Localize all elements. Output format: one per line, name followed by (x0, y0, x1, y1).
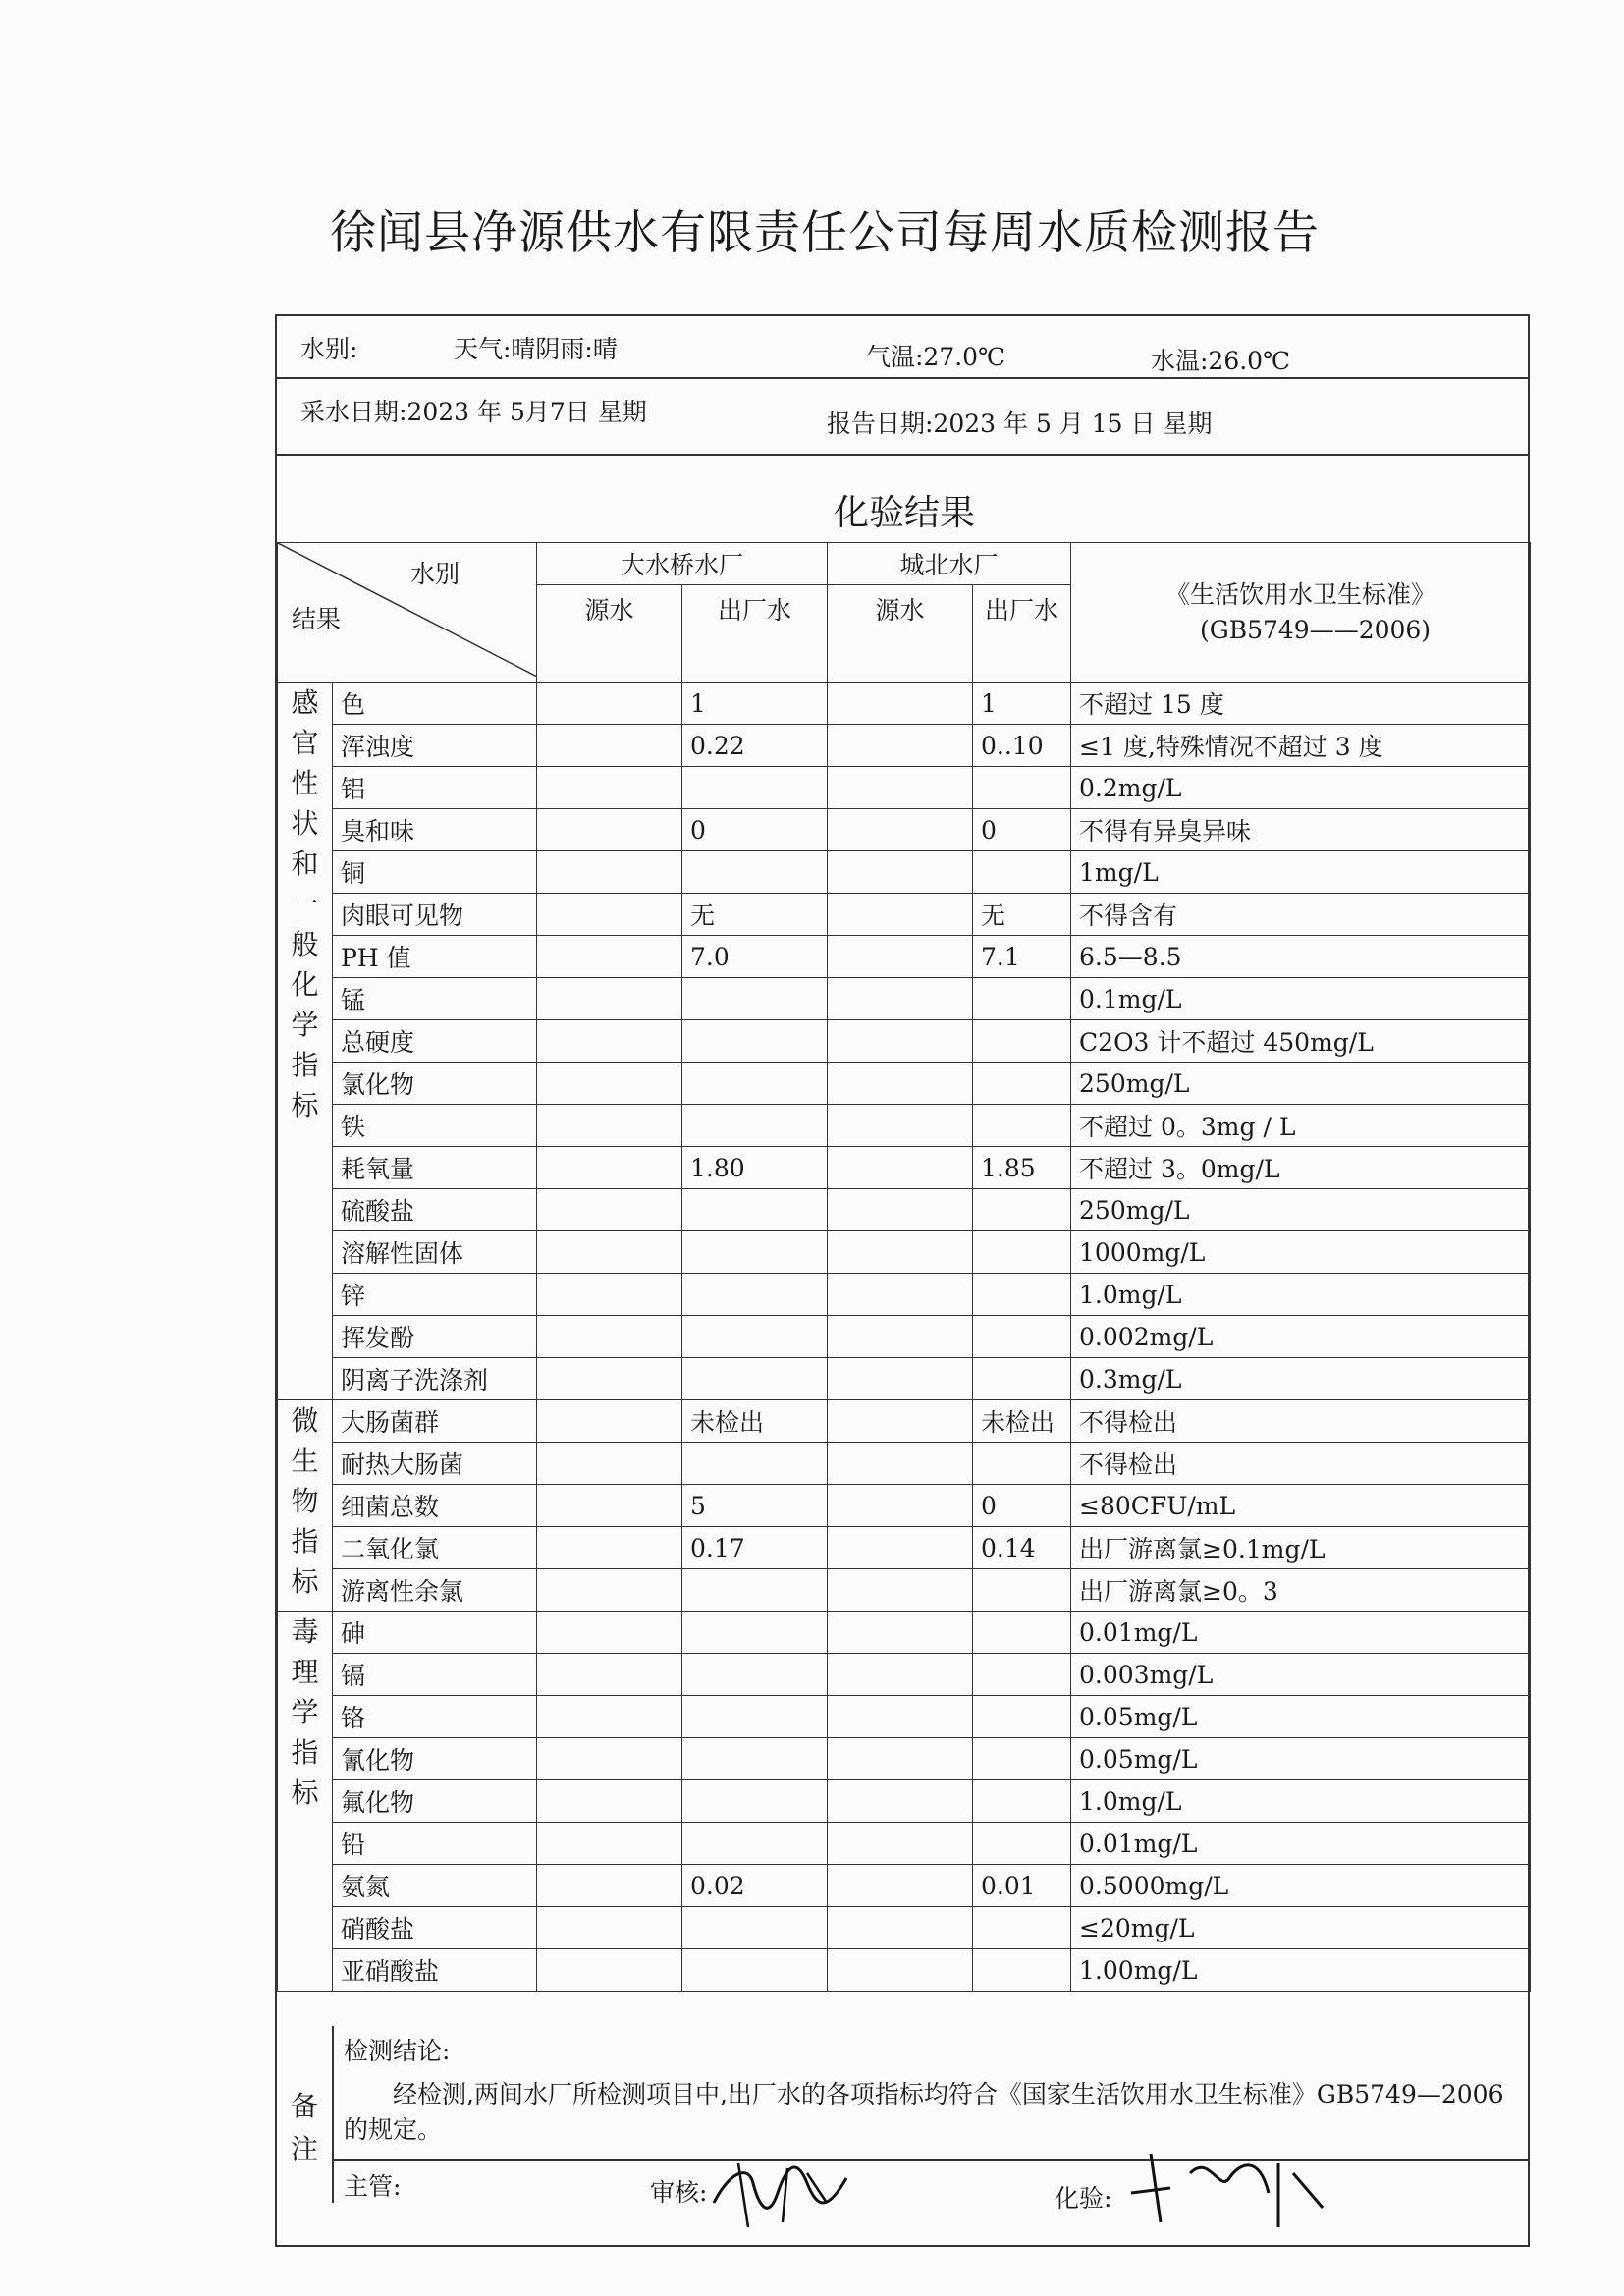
item-name: 氯化物 (333, 1063, 537, 1105)
standard-value: 6.5—8.5 (1071, 936, 1531, 978)
remarks-section (277, 2026, 1532, 2247)
standard-value: 不超过 0。3mg / L (1071, 1105, 1531, 1147)
plant-1-outlet-header: 出厂水 (682, 585, 828, 683)
plant-2-source (828, 1907, 973, 1949)
plant-1-source (537, 809, 682, 851)
item-name: 游离性余氯 (333, 1569, 537, 1612)
plant-2-source (828, 809, 973, 851)
standard-value: 0.003mg/L (1071, 1654, 1531, 1696)
standard-value: 出厂游离氯≥0.1mg/L (1071, 1527, 1531, 1569)
table-row (278, 1865, 1531, 1907)
plant-2-outlet: 0.01 (973, 1865, 1071, 1907)
header-divider (277, 454, 1530, 456)
plant-2-outlet: 1.85 (973, 1147, 1071, 1189)
plant-1-outlet (682, 1063, 828, 1105)
plant-1-source (537, 1358, 682, 1400)
plant-1-outlet (682, 1654, 828, 1696)
plant-2-outlet (973, 1612, 1071, 1654)
plant-2-source (828, 1400, 973, 1443)
remarks-label (277, 2085, 332, 2171)
item-name: 铝 (333, 767, 537, 809)
plant-1-outlet (682, 1907, 828, 1949)
standard-value: 1.00mg/L (1071, 1949, 1531, 1992)
corner-cell (278, 543, 537, 683)
table-row (278, 1527, 1531, 1569)
item-name: 挥发酚 (333, 1316, 537, 1358)
standard-value: 1.0mg/L (1071, 1274, 1531, 1316)
plant-2-outlet (973, 1189, 1071, 1231)
plant-2-source (828, 978, 973, 1020)
standard-title: 《生活饮用水卫生标准》 (1165, 579, 1436, 609)
plant-2-outlet (973, 1654, 1071, 1696)
plant-1-source (537, 1907, 682, 1949)
table-row (278, 683, 1531, 725)
standard-value: ≤80CFU/mL (1071, 1485, 1531, 1527)
plant-2-source (828, 1147, 973, 1189)
table-row (278, 1231, 1531, 1274)
plant-2-source (828, 1020, 973, 1063)
table-row (278, 1612, 1531, 1654)
item-name: 硫酸盐 (333, 1189, 537, 1231)
table-row (278, 1316, 1531, 1358)
plant-1-outlet (682, 1358, 828, 1400)
plant-2-outlet (973, 1780, 1071, 1823)
item-name: 硝酸盐 (333, 1907, 537, 1949)
plant-2-source (828, 1274, 973, 1316)
item-name: 溶解性固体 (333, 1231, 537, 1274)
plant-1-outlet (682, 1949, 828, 1992)
item-name: 大肠菌群 (333, 1400, 537, 1443)
plant-2-source (828, 1316, 973, 1358)
plant-1-source (537, 1147, 682, 1189)
plant-1-outlet (682, 1274, 828, 1316)
table-row (278, 1063, 1531, 1105)
item-name: 铬 (333, 1696, 537, 1738)
plant-2-source (828, 851, 973, 894)
reviewer-signature (709, 2144, 856, 2232)
item-name: 锌 (333, 1274, 537, 1316)
plant-2-source (828, 1823, 973, 1865)
report-title: 徐闻县净源供水有限责任公司每周水质检测报告 (330, 206, 1320, 260)
plant-2-source-header: 源水 (828, 585, 973, 683)
table-row (278, 1780, 1531, 1823)
air-temperature: 气温:27.0℃ (866, 343, 1006, 371)
item-name: 二氧化氯 (333, 1527, 537, 1569)
table-row (278, 1147, 1531, 1189)
plant-1-outlet (682, 1738, 828, 1780)
standard-value: 0.2mg/L (1071, 767, 1531, 809)
plant-1-source (537, 1612, 682, 1654)
plant-2-outlet: 0..10 (973, 725, 1071, 767)
item-name: 氟化物 (333, 1780, 537, 1823)
table-row (278, 1823, 1531, 1865)
standard-value: 250mg/L (1071, 1063, 1531, 1105)
plant-1-outlet (682, 1780, 828, 1823)
plant-1-outlet (682, 978, 828, 1020)
plant-1-source (537, 1696, 682, 1738)
plant-1-source (537, 1738, 682, 1780)
standard-value: 0.1mg/L (1071, 978, 1531, 1020)
item-name: 铜 (333, 851, 537, 894)
table-row (278, 1654, 1531, 1696)
plant-2-source (828, 725, 973, 767)
plant-1-source (537, 1189, 682, 1231)
plant-1-outlet (682, 1231, 828, 1274)
plant-2-outlet (973, 1063, 1071, 1105)
item-name: PH 值 (333, 936, 537, 978)
plant-1-source (537, 1400, 682, 1443)
plant-2-outlet: 7.1 (973, 936, 1071, 978)
plant-1-source (537, 725, 682, 767)
weather-field: 天气:晴阴雨:晴 (454, 335, 618, 363)
plant-1-outlet (682, 1569, 828, 1612)
plant-2-outlet (973, 978, 1071, 1020)
standard-value: 不超过 15 度 (1071, 683, 1531, 725)
table-row (278, 1569, 1531, 1612)
plant-1-source (537, 978, 682, 1020)
item-name: 浑浊度 (333, 725, 537, 767)
standard-value: 不得检出 (1071, 1443, 1531, 1485)
plant-1-outlet: 0.17 (682, 1527, 828, 1569)
standard-value: 不得检出 (1071, 1400, 1531, 1443)
plant-1-source (537, 1443, 682, 1485)
table-row (278, 1443, 1531, 1485)
table-row (278, 894, 1531, 936)
category-micro: 微生物指标 (278, 1400, 333, 1612)
plant-2-source (828, 1105, 973, 1147)
water-type-label: 水别: (300, 335, 358, 363)
tester-signature (1131, 2134, 1327, 2232)
plant-2-source (828, 1654, 973, 1696)
plant-1-source-header: 源水 (537, 585, 682, 683)
plant-2-header: 城北水厂 (828, 543, 1071, 585)
plant-1-outlet: 7.0 (682, 936, 828, 978)
item-name: 铁 (333, 1105, 537, 1147)
plant-2-outlet: 0 (973, 809, 1071, 851)
plant-1-outlet: 未检出 (682, 1400, 828, 1443)
plant-1-source (537, 1569, 682, 1612)
water-temperature: 水温:26.0℃ (1151, 347, 1291, 375)
table-row (278, 1358, 1531, 1400)
plant-1-source (537, 851, 682, 894)
plant-1-outlet: 0.02 (682, 1865, 828, 1907)
conclusion-text: 经检测,两间水厂所检测项目中,出厂水的各项指标均符合《国家生活饮用水卫生标准》GB5749—2006 的规定。 (344, 2080, 1504, 2144)
standard-value: 不超过 3。0mg/L (1071, 1147, 1531, 1189)
item-name: 铅 (333, 1823, 537, 1865)
header-divider (277, 377, 1530, 379)
plant-1-outlet (682, 1443, 828, 1485)
plant-2-outlet (973, 1105, 1071, 1147)
table-row (278, 1907, 1531, 1949)
plant-1-source (537, 1274, 682, 1316)
result-rows (278, 683, 1531, 1992)
table-row (278, 1696, 1531, 1738)
plant-2-outlet (973, 1443, 1071, 1485)
plant-2-source (828, 894, 973, 936)
plant-2-source (828, 1865, 973, 1907)
reviewer-label: 审核: (650, 2178, 708, 2207)
plant-1-source (537, 1231, 682, 1274)
plant-1-source (537, 1823, 682, 1865)
plant-2-source (828, 767, 973, 809)
plant-2-outlet (973, 1569, 1071, 1612)
corner-result-label: 结果 (292, 605, 342, 633)
item-name: 色 (333, 683, 537, 725)
item-name: 肉眼可见物 (333, 894, 537, 936)
table-row (278, 809, 1531, 851)
plant-1-outlet: 1.80 (682, 1147, 828, 1189)
item-name: 耗氧量 (333, 1147, 537, 1189)
plant-1-outlet: 无 (682, 894, 828, 936)
plant-2-source (828, 1231, 973, 1274)
table-row (278, 1274, 1531, 1316)
plant-2-outlet (973, 767, 1071, 809)
standard-value: 0.5000mg/L (1071, 1865, 1531, 1907)
standard-header (1071, 543, 1531, 683)
plant-1-outlet (682, 1189, 828, 1231)
plant-2-outlet (973, 1907, 1071, 1949)
plant-2-outlet (973, 1738, 1071, 1780)
plant-1-source (537, 767, 682, 809)
section-title: 化验结果 (833, 493, 975, 533)
plant-1-source (537, 1949, 682, 1992)
plant-1-outlet (682, 767, 828, 809)
plant-2-source (828, 1358, 973, 1400)
standard-value: 不得含有 (1071, 894, 1531, 936)
standard-value: 出厂游离氯≥0。3 (1071, 1569, 1531, 1612)
item-name: 镉 (333, 1654, 537, 1696)
remarks-char: 注 (290, 2133, 318, 2165)
plant-1-source (537, 1865, 682, 1907)
item-name: 细菌总数 (333, 1485, 537, 1527)
plant-1-source (537, 1063, 682, 1105)
report-form (275, 314, 1530, 2247)
standard-value: 1.0mg/L (1071, 1780, 1531, 1823)
plant-1-source (537, 894, 682, 936)
table-header-row (278, 543, 1531, 585)
plant-2-source (828, 1738, 973, 1780)
item-name: 耐热大肠菌 (333, 1443, 537, 1485)
item-name: 总硬度 (333, 1020, 537, 1063)
table-row (278, 978, 1531, 1020)
plant-1-source (537, 1780, 682, 1823)
plant-2-source (828, 1569, 973, 1612)
plant-2-source (828, 1696, 973, 1738)
conclusion-label: 检测结论: (344, 2037, 451, 2065)
plant-2-outlet: 1 (973, 683, 1071, 725)
plant-1-outlet: 1 (682, 683, 828, 725)
standard-code: (GB5749——2006) (1199, 615, 1432, 644)
plant-1-source (537, 1485, 682, 1527)
plant-2-outlet (973, 1949, 1071, 1992)
table-row (278, 1105, 1531, 1147)
plant-2-outlet-header: 出厂水 (973, 585, 1071, 683)
table-row (278, 851, 1531, 894)
plant-2-outlet (973, 1358, 1071, 1400)
remarks-divider (332, 2026, 334, 2203)
plant-2-outlet (973, 1696, 1071, 1738)
plant-1-source (537, 1654, 682, 1696)
plant-2-source (828, 1189, 973, 1231)
results-table (277, 542, 1531, 1992)
remarks-char: 备 (290, 2090, 318, 2122)
plant-1-header: 大水桥水厂 (537, 543, 828, 585)
plant-1-source (537, 936, 682, 978)
table-row (278, 1949, 1531, 1992)
plant-1-outlet (682, 851, 828, 894)
item-name: 锰 (333, 978, 537, 1020)
plant-2-outlet (973, 1231, 1071, 1274)
table-row (278, 1738, 1531, 1780)
standard-value: C2O3 计不超过 450mg/L (1071, 1020, 1531, 1063)
standard-value: 0.3mg/L (1071, 1358, 1531, 1400)
plant-2-source (828, 683, 973, 725)
table-row (278, 1189, 1531, 1231)
standard-value: ≤20mg/L (1071, 1907, 1531, 1949)
plant-2-source (828, 1612, 973, 1654)
plant-2-outlet: 未检出 (973, 1400, 1071, 1443)
standard-value: 1mg/L (1071, 851, 1531, 894)
plant-1-outlet: 0 (682, 809, 828, 851)
report-date: 报告日期:2023 年 5 月 15 日 星期 (827, 410, 1213, 438)
category-sensory: 感官性状和一般化学指标 (278, 683, 333, 1400)
table-row (278, 1400, 1531, 1443)
plant-2-outlet: 0.14 (973, 1527, 1071, 1569)
standard-value: 0.05mg/L (1071, 1738, 1531, 1780)
plant-2-outlet: 0 (973, 1485, 1071, 1527)
table-row (278, 936, 1531, 978)
sample-date: 采水日期:2023 年 5月7日 星期 (300, 398, 647, 426)
plant-1-outlet (682, 1612, 828, 1654)
standard-value: 0.01mg/L (1071, 1612, 1531, 1654)
plant-1-outlet (682, 1105, 828, 1147)
plant-2-source (828, 1780, 973, 1823)
plant-2-outlet (973, 1316, 1071, 1358)
corner-water-label: 水别 (409, 560, 460, 588)
supervisor-label: 主管: (344, 2172, 402, 2201)
plant-2-outlet (973, 1823, 1071, 1865)
plant-1-source (537, 1105, 682, 1147)
plant-1-outlet (682, 1696, 828, 1738)
plant-2-source (828, 1443, 973, 1485)
plant-2-source (828, 1063, 973, 1105)
plant-1-outlet (682, 1020, 828, 1063)
standard-value: 0.05mg/L (1071, 1696, 1531, 1738)
item-name: 氨氮 (333, 1865, 537, 1907)
table-row (278, 725, 1531, 767)
plant-1-source (537, 683, 682, 725)
plant-2-outlet: 无 (973, 894, 1071, 936)
table-row (278, 1020, 1531, 1063)
plant-2-source (828, 1485, 973, 1527)
plant-1-outlet: 0.22 (682, 725, 828, 767)
standard-value: 不得有异臭异味 (1071, 809, 1531, 851)
table-row (278, 767, 1531, 809)
plant-2-outlet (973, 1274, 1071, 1316)
plant-1-outlet: 5 (682, 1485, 828, 1527)
standard-value: 1000mg/L (1071, 1231, 1531, 1274)
plant-1-source (537, 1527, 682, 1569)
plant-2-outlet (973, 851, 1071, 894)
plant-2-source (828, 1949, 973, 1992)
plant-1-outlet (682, 1823, 828, 1865)
item-name: 砷 (333, 1612, 537, 1654)
standard-value: ≤1 度,特殊情况不超过 3 度 (1071, 725, 1531, 767)
plant-2-source (828, 1527, 973, 1569)
plant-1-source (537, 1020, 682, 1063)
standard-value: 0.002mg/L (1071, 1316, 1531, 1358)
category-toxic: 毒理学指标 (278, 1612, 333, 1992)
plant-1-source (537, 1316, 682, 1358)
item-name: 亚硝酸盐 (333, 1949, 537, 1992)
standard-value: 0.01mg/L (1071, 1823, 1531, 1865)
plant-2-outlet (973, 1020, 1071, 1063)
plant-2-source (828, 936, 973, 978)
item-name: 阴离子洗涤剂 (333, 1358, 537, 1400)
tester-label: 化验: (1055, 2184, 1112, 2213)
table-row (278, 1485, 1531, 1527)
plant-1-outlet (682, 1316, 828, 1358)
item-name: 氰化物 (333, 1738, 537, 1780)
standard-value: 250mg/L (1071, 1189, 1531, 1231)
remarks-divider (332, 2159, 1530, 2161)
item-name: 臭和味 (333, 809, 537, 851)
